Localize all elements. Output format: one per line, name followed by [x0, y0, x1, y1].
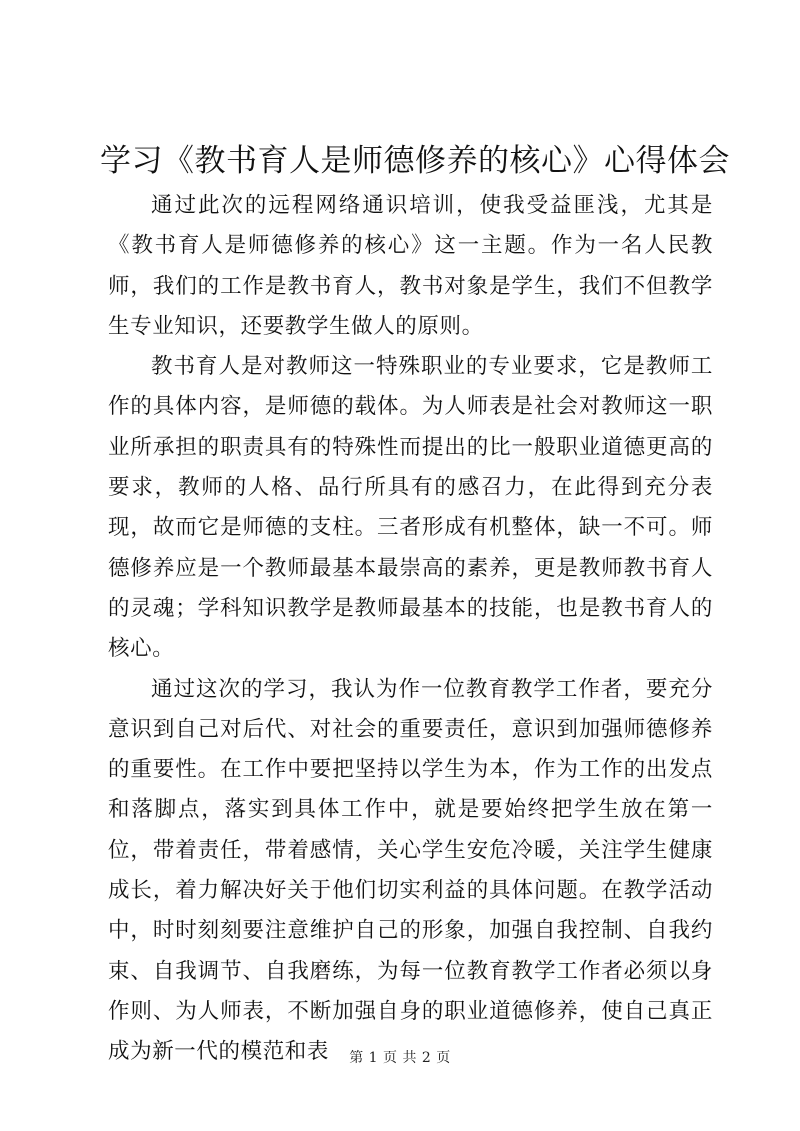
page-footer: 第 1 页 共 2 页	[349, 1050, 451, 1066]
paragraph-2: 教书育人是对教师这一特殊职业的专业要求，它是教师工作的具体内容，是师德的载体。为人师表是社会对教师这一职业所承担的职责具有的特殊性而提出的比一般职业道德更高的要求，教师的人格、品行所具有的感召力，在此得到充分表现，故而它是师德的支柱。三者形成有机整体，缺一不可。师德修养应是一个教师最基本最崇高的素养，更是教师教书育人的灵魂；学科知识教学是教师最基本的技能，也是教书育人的核心。	[108, 354, 713, 662]
paragraph-1: 通过此次的远程网络通识培训，使我受益匪浅，尤其是《教书育人是师德修养的核心》这一主题。作为一名人民教师，我们的工作是教书育人，教书对象是学生，我们不但教学生专业知识，还要教学生做人的原则。	[108, 193, 713, 339]
document-body	[108, 186, 713, 1073]
paragraph-3: 通过这次的学习，我认为作一位教育教学工作者，要充分意识到自己对后代、对社会的重要责任，意识到加强师德修养的重要性。在工作中要把坚持以学生为本，作为工作的出发点和落脚点，落实到具体工作中，就是要始终把学生放在第一位，带着责任，带着感情，关心学生安危冷暖，关注学生健康成长，着力解决好关于他们切实利益的具体问题。在教学活动中，时时刻刻要注意维护自己的形象，加强自我控制、自我约束、自我调节、自我磨练，为每一位教育教学工作者必须以身作则、为人师表，不断加强自身的职业道德修养，使自己真正成为新一代的模范和表	[108, 676, 713, 1065]
document-title: 学习《教书育人是师德修养的核心》心得体会	[100, 143, 730, 179]
